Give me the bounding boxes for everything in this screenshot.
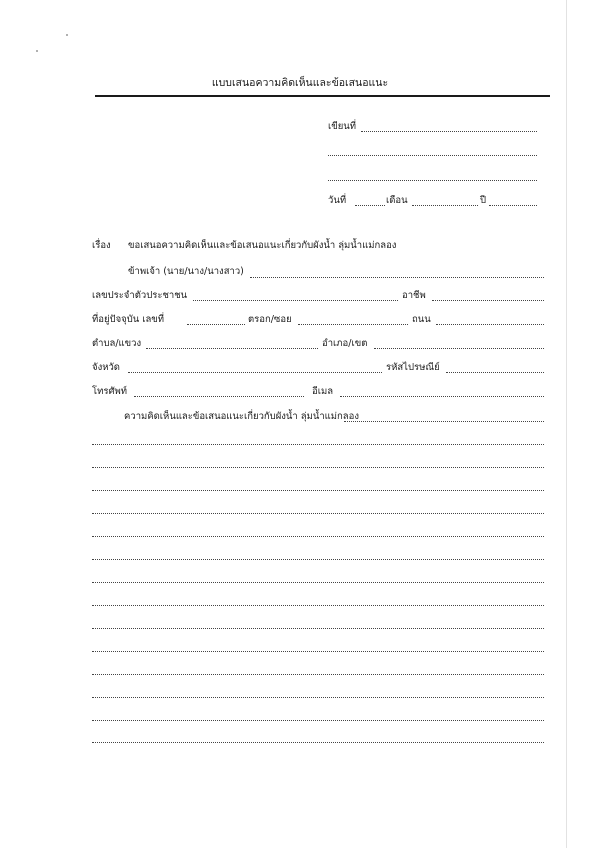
name-field[interactable] [250,277,544,278]
postal-field[interactable] [446,372,544,373]
scan-speck [66,34,68,36]
opinion-line[interactable] [344,421,544,422]
day-field[interactable] [355,205,385,206]
scan-speck [36,50,38,52]
month-field[interactable] [412,205,478,206]
subdistrict-field[interactable] [146,348,318,349]
title-underline [95,95,550,97]
form-title: แบบเสนอความคิดเห็นและข้อเสนอแนะ [211,77,389,89]
opinion-line[interactable] [92,467,544,468]
subdistrict-label: ตำบล/แขวง [92,338,142,349]
opinion-label: ความคิดเห็นและข้อเสนอแนะเกี่ยวกับผังน้ำ ลุ่มน้ำแม่กลอง [124,411,359,422]
opinion-line[interactable] [92,674,544,675]
id-field[interactable] [193,300,398,301]
district-field[interactable] [374,348,544,349]
name-label: ข้าพเจ้า (นาย/นาง/นางสาว) [128,266,244,277]
opinion-line[interactable] [92,605,544,606]
opinion-line[interactable] [92,742,544,743]
opinion-line[interactable] [92,720,544,721]
opinion-line[interactable] [92,444,544,445]
occupation-label: อาชีพ [402,290,426,301]
subject-text: ขอเสนอความคิดเห็นและข้อเสนอแนะเกี่ยวกับผังน้ำ ลุ่มน้ำแม่กลอง [128,240,397,251]
province-field[interactable] [128,372,382,373]
year-label: ปี [480,195,487,206]
opinion-line[interactable] [92,513,544,514]
year-field[interactable] [489,205,537,206]
occupation-field[interactable] [432,300,544,301]
opinion-line[interactable] [92,559,544,560]
written-at-field[interactable] [361,131,537,132]
written-at-field-2[interactable] [328,155,537,156]
subject-label: เรื่อง [92,240,111,251]
opinion-line[interactable] [92,697,544,698]
road-label: ถนน [412,314,431,325]
written-at-field-3[interactable] [328,180,537,181]
email-label: อีเมล [312,386,334,397]
road-field[interactable] [436,324,544,325]
opinion-line[interactable] [92,536,544,537]
address-label: ที่อยู่ปัจจุบัน เลขที่ [92,314,165,325]
district-label: อำเภอ/เขต [322,338,368,349]
date-label: วันที่ [328,195,347,206]
alley-field[interactable] [298,324,408,325]
postal-label: รหัสไปรษณีย์ [386,362,440,373]
email-field[interactable] [340,396,544,397]
province-label: จังหวัด [92,362,120,373]
opinion-line[interactable] [92,651,544,652]
page-edge [566,0,567,848]
month-label: เดือน [386,195,408,206]
house-number-field[interactable] [187,324,245,325]
written-at-label: เขียนที่ [328,121,357,132]
opinion-line[interactable] [92,628,544,629]
id-label: เลขประจำตัวประชาชน [92,290,188,301]
alley-label: ตรอก/ซอย [248,314,292,325]
opinion-line[interactable] [92,490,544,491]
phone-label: โทรศัพท์ [92,386,128,397]
phone-field[interactable] [134,396,304,397]
opinion-line[interactable] [92,582,544,583]
